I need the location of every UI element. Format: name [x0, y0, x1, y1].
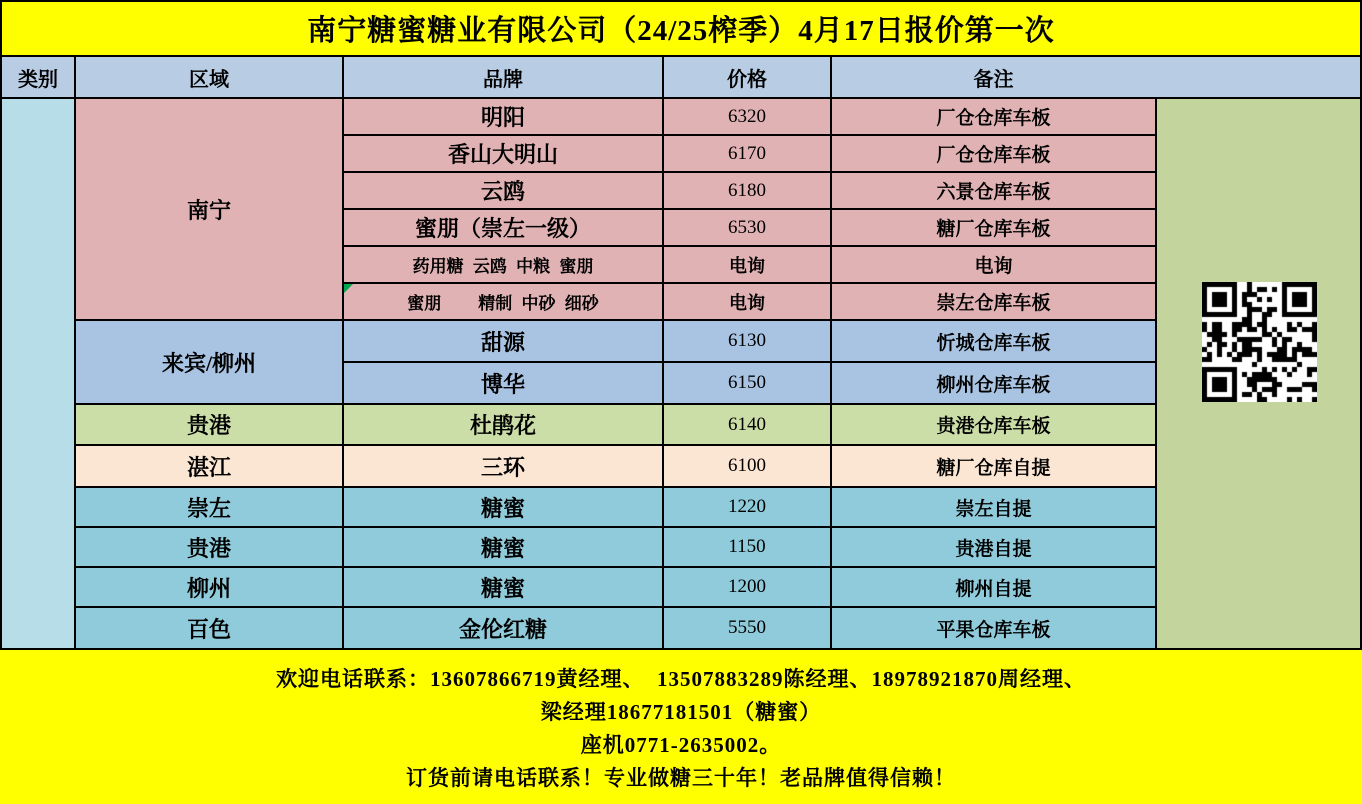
price-cell: 1220 [664, 488, 830, 526]
region-cell: 贵港 [76, 528, 342, 566]
region-cell: 崇左 [76, 488, 342, 526]
remark-cell: 崇左自提 [832, 488, 1155, 526]
brand-cell: 杜鹃花 [344, 405, 662, 444]
price-cell: 1200 [664, 568, 830, 606]
remark-cell: 厂仓仓库车板 [832, 99, 1155, 134]
column-header: 类别 [2, 57, 74, 97]
brand-cell: 药用糖 云鸥 中粮 蜜朋 [344, 247, 662, 282]
remark-cell: 崇左仓库车板 [832, 284, 1155, 319]
price-cell: 电询 [664, 284, 830, 319]
region-cell: 贵港 [76, 405, 342, 444]
footer [0, 650, 1362, 804]
qr-code [1202, 282, 1317, 402]
region-cell: 柳州 [76, 568, 342, 606]
remark-cell: 厂仓仓库车板 [832, 136, 1155, 171]
price-cell: 6170 [664, 136, 830, 171]
remark-cell: 电询 [832, 247, 1155, 282]
price-cell: 6100 [664, 446, 830, 486]
remark-cell: 糖厂仓库车板 [832, 210, 1155, 245]
remark-cell: 柳州自提 [832, 568, 1155, 606]
category-column [2, 99, 74, 648]
remark-cell: 糖厂仓库自提 [832, 446, 1155, 486]
brand-cell: 香山大明山 [344, 136, 662, 171]
cell-note-marker [344, 284, 353, 293]
column-header: 区域 [76, 57, 342, 97]
brand-cell: 蜜朋（崇左一级） [344, 210, 662, 245]
price-cell: 6130 [664, 321, 830, 361]
brand-cell: 云鸥 [344, 173, 662, 208]
qr-panel [1157, 99, 1360, 648]
column-header: 品牌 [344, 57, 662, 97]
region-cell: 来宾/柳州 [76, 321, 342, 403]
footer-contact-line-2: 梁经理18677181501（糖蜜） [540, 700, 822, 724]
brand-cell: 糖蜜 [344, 568, 662, 606]
page-title: 南宁糖蜜糖业有限公司（24/25榨季）4月17日报价第一次 [2, 2, 1360, 55]
price-table [2, 57, 1360, 648]
region-cell: 南宁 [76, 99, 342, 319]
price-cell: 1150 [664, 528, 830, 566]
brand-cell: 糖蜜 [344, 488, 662, 526]
region-cell: 百色 [76, 608, 342, 648]
remark-cell: 柳州仓库车板 [832, 363, 1155, 403]
footer-landline: 座机0771-2635002。 [580, 733, 782, 757]
price-cell: 电询 [664, 247, 830, 282]
remark-cell: 平果仓库车板 [832, 608, 1155, 648]
price-cell: 6320 [664, 99, 830, 134]
price-cell: 6150 [664, 363, 830, 403]
column-header: 备注 [832, 57, 1360, 97]
price-cell: 6530 [664, 210, 830, 245]
brand-cell: 糖蜜 [344, 528, 662, 566]
footer-contact-line-1: 欢迎电话联系：13607866719黄经理、 13507883289陈经理、18978921870周经理、 [276, 667, 1086, 691]
footer-slogan: 订货前请电话联系！专业做糖三十年！老品牌值得信赖！ [406, 766, 956, 790]
remark-cell: 忻城仓库车板 [832, 321, 1155, 361]
price-cell: 5550 [664, 608, 830, 648]
brand-cell: 博华 [344, 363, 662, 403]
column-header: 价格 [664, 57, 830, 97]
brand-cell: 金伦红糖 [344, 608, 662, 648]
brand-cell: 三环 [344, 446, 662, 486]
remark-cell: 六景仓库车板 [832, 173, 1155, 208]
region-cell: 湛江 [76, 446, 342, 486]
brand-cell: 蜜朋 精制 中砂 细砂 [344, 284, 662, 319]
remark-cell: 贵港仓库车板 [832, 405, 1155, 444]
price-cell: 6140 [664, 405, 830, 444]
brand-cell: 甜源 [344, 321, 662, 361]
brand-cell: 明阳 [344, 99, 662, 134]
price-cell: 6180 [664, 173, 830, 208]
remark-cell: 贵港自提 [832, 528, 1155, 566]
